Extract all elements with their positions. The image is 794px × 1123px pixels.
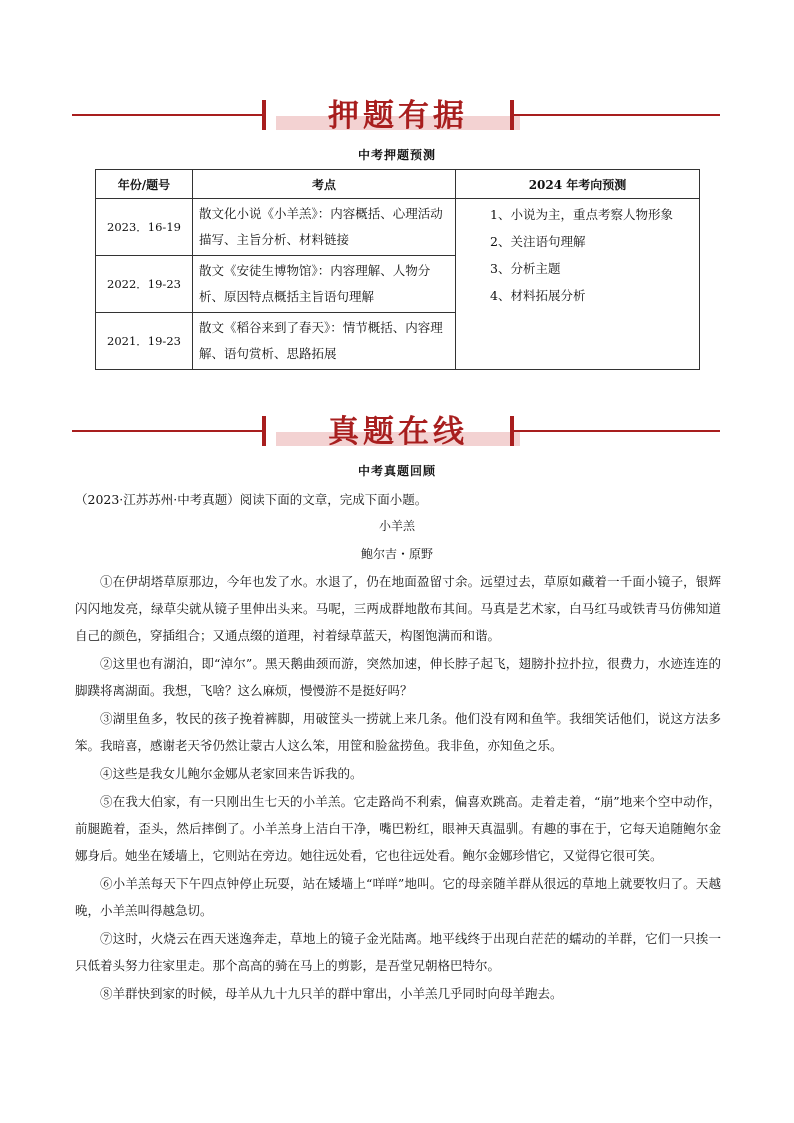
banner-bar-left (262, 416, 266, 446)
banner-bar-left (262, 100, 266, 130)
section-subtitle: 中考押题预测 (357, 148, 436, 162)
points-cell: 散文《安徒生博物馆》：内容理解、人物分析、原因特点概括主旨语句理解 (193, 256, 456, 313)
forecast-item: 1、小说为主，重点考察人物形象 (490, 207, 673, 222)
paragraph: ⑥小羊羔每天下午四点钟停止玩耍，站在矮墙上“咩咩”地叫。它的母亲随羊群从很远的草地上就要牧归了。天越晚，小羊羔叫得越急切。 (75, 876, 721, 918)
header-year: 年份/题号 (96, 170, 193, 199)
header-points: 考点 (193, 170, 456, 199)
exam-prediction-table (95, 169, 700, 370)
section-banner-prediction (72, 96, 720, 136)
header-forecast: 2024 年考向预测 (456, 170, 700, 199)
paragraph: ⑧羊群快到家的时候，母羊从九十九只羊的群中窜出，小羊羔几乎同时向母羊跑去。 (100, 986, 563, 1001)
table-row (96, 199, 700, 256)
section-title: 押题有据 (328, 98, 468, 134)
forecast-item: 3、分析主题 (490, 261, 561, 276)
section-title: 真题在线 (328, 414, 468, 450)
section-banner-real-exam (72, 412, 720, 452)
year-cell: 2021．19-23 (96, 313, 193, 370)
article-body (75, 568, 721, 1008)
forecast-item: 2、关注语句理解 (490, 234, 586, 249)
banner-line-right (512, 114, 720, 116)
article-author: 鲍尔吉・原野 (360, 547, 433, 561)
points-cell: 散文化小说《小羊羔》：内容概括、心理活动描写、主旨分析、材料链接 (193, 199, 456, 256)
paragraph: ⑦这时，火烧云在西天迷逸奔走，草地上的镜子金光陆离。地平线终于出现白茫茫的蠕动的羊群，它们一只挨一只低着头努力往家里走。那个高高的骑在马上的剪影，是吾堂兄朝格巴特尔。 (75, 931, 721, 973)
year-cell: 2023．16-19 (96, 199, 193, 256)
banner-line-left (72, 114, 264, 116)
paragraph: ③湖里鱼多，牧民的孩子挽着裤脚，用破筐头一捞就上来几条。他们没有网和鱼竿。我细笑话他们，说这方法多笨。我暗喜，感谢老天爷仍然让蒙古人这么笨，用筐和脸盆捞鱼。我非鱼，亦知鱼之乐。 (75, 711, 721, 753)
section-subtitle: 中考真题回顾 (357, 464, 436, 478)
year-cell: 2022．19-23 (96, 256, 193, 313)
banner-line-left (72, 430, 264, 432)
paragraph: ②这里也有湖泊，即“淖尔”。黑天鹅曲颈而游，突然加速，伸长脖子起飞，翅膀扑拉扑拉，很费力，水迹连连的脚蹼将离湖面。我想，飞啥？这么麻烦，慢慢游不是挺好吗？ (75, 656, 721, 698)
banner-line-right (512, 430, 720, 432)
table-header-row (96, 170, 700, 199)
article-title: 小羊羔 (378, 519, 415, 533)
question-source: （2023·江苏苏州·中考真题）阅读下面的文章，完成下面小题。 (75, 492, 428, 507)
points-cell: 散文《稻谷来到了春天》：情节概括、内容理解、语句赏析、思路拓展 (193, 313, 456, 370)
forecast-cell (456, 199, 700, 370)
forecast-item: 4、材料拓展分析 (490, 288, 586, 303)
paragraph: ⑤在我大伯家，有一只刚出生七天的小羊羔。它走路尚不利索，偏喜欢跳高。走着走着，“崩”地来个空中动作，前腿跪着，歪头，然后摔倒了。小羊羔身上洁白干净，嘴巴粉红，眼神天真温驯。有趣的事在于，它每天追随鲍尔金娜身后。她坐在矮墙上，它则站在旁边。她往远处看，它也往远处看。鲍尔金娜珍惜它，又觉得它很可笑。 (75, 794, 721, 863)
paragraph: ④这些是我女儿鲍尔金娜从老家回来告诉我的。 (100, 766, 363, 781)
paragraph: ①在伊胡塔草原那边，今年也发了水。水退了，仍在地面盈留寸余。远望过去，草原如藏着一千面小镜子，银辉闪闪地发亮，绿草尖就从镜子里伸出头来。马呢，三两成群地散布其间。马真是艺术家，白马红马或铁青马仿佛知道自己的颜色，穿插组合；又通点缀的道理，衬着绿草蓝天，构图饱满而和谐。 (75, 574, 721, 643)
